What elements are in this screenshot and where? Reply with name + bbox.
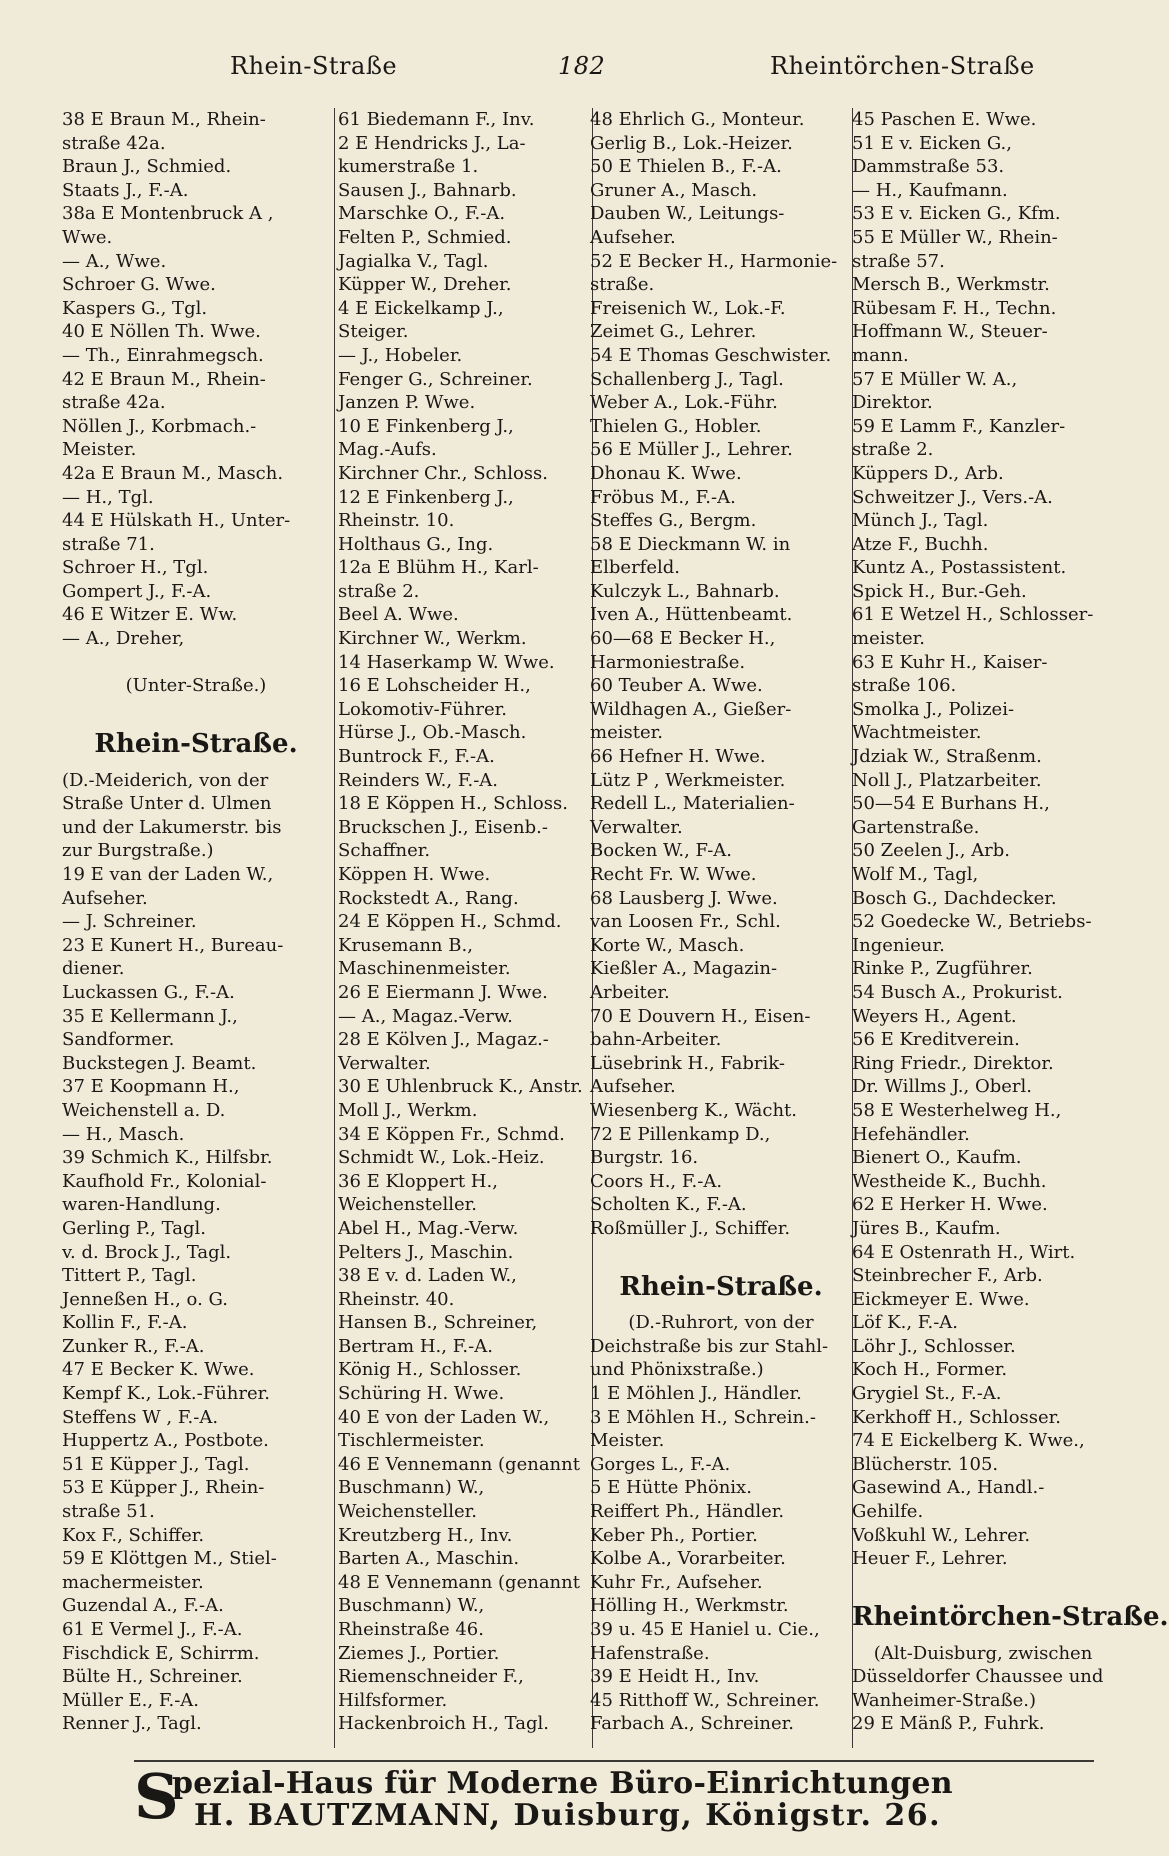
- directory-line: Gehilfe.: [852, 1501, 924, 1523]
- directory-line: Wwe.: [62, 226, 113, 248]
- directory-line: Lüsebrink H., Fabrik-: [590, 1052, 785, 1074]
- directory-line: straße 71.: [62, 533, 155, 555]
- directory-line: (Unter-Straße.): [125, 675, 267, 697]
- directory-line: Aufseher.: [590, 1076, 676, 1098]
- directory-line: Hafenstraße.: [590, 1642, 710, 1664]
- directory-line: (D.-Ruhrort, von der: [628, 1312, 814, 1334]
- directory-line: [852, 1571, 1114, 1595]
- directory-line: Scholten K., F.-A.: [590, 1194, 747, 1216]
- directory-line: Luckassen G., F.-A.: [62, 981, 235, 1003]
- directory-line: Hoffmann W., Steuer-: [852, 321, 1048, 343]
- directory-line: Hürse J., Ob.-Masch.: [338, 722, 527, 744]
- directory-line: Küpper W., Dreher.: [338, 274, 512, 296]
- directory-line: — A., Wwe.: [62, 250, 167, 272]
- directory-line: straße 2.: [338, 580, 420, 602]
- directory-line: Kießler A., Magazin-: [590, 958, 778, 980]
- directory-line: Burgstr. 16.: [590, 1147, 699, 1169]
- directory-line: Maschinenmeister.: [338, 958, 511, 980]
- directory-line: — J. Schreiner.: [62, 911, 197, 933]
- directory-line: Kaspers G., Tgl.: [62, 297, 208, 319]
- directory-line: Deichstraße bis zur Stahl-: [590, 1335, 829, 1357]
- ad-line-1: pezial-Haus für Moderne Büro-Einrichtungen: [172, 1766, 953, 1801]
- directory-line: Voßkuhl W., Lehrer.: [852, 1524, 1031, 1546]
- directory-line: Weyers H., Agent.: [852, 1005, 1017, 1027]
- page-number: 182: [558, 52, 606, 80]
- directory-line: Pelters J., Maschin.: [338, 1241, 514, 1263]
- directory-line: 61 E Vermel J., F.-A.: [62, 1619, 243, 1640]
- running-header: [230, 52, 1035, 92]
- directory-line: 38 E v. d. Laden W.,: [338, 1265, 517, 1287]
- directory-line: Riemenschneider F.,: [338, 1666, 524, 1688]
- directory-line: Huppertz A., Postbote.: [62, 1430, 269, 1452]
- column-4: [852, 108, 1169, 1748]
- directory-line: 29 E Mänß P., Fuhrk.: [852, 1713, 1045, 1735]
- directory-line: Kirchner W., Werkm.: [338, 628, 527, 650]
- directory-line: 42a E Braun M., Masch.: [62, 462, 284, 484]
- directory-line: Freisenich W., Lok.-F.: [590, 297, 786, 319]
- directory-line: Bienert O., Kaufm.: [852, 1147, 1022, 1169]
- directory-line: Coors H., F.-A.: [590, 1170, 723, 1192]
- directory-line: [590, 1241, 852, 1265]
- directory-line: Wolf M., Tagl,: [852, 864, 979, 885]
- section-heading: Rhein-Straße.: [94, 729, 298, 760]
- directory-line: mann.: [852, 344, 909, 366]
- directory-line: 45 Paschen E. Wwe.: [852, 109, 1037, 130]
- directory-line: Wiesenberg K., Wächt.: [590, 1099, 798, 1121]
- directory-line: Korte W., Masch.: [590, 934, 745, 956]
- directory-line: 12 E Finkenberg J.,: [338, 486, 514, 508]
- directory-line: Kuntz A., Postassistent.: [852, 557, 1067, 579]
- directory-line: [62, 698, 330, 722]
- directory-line: Hackenbroich H., Tagl.: [338, 1713, 549, 1735]
- directory-line: Kaufhold Fr., Kolonial-: [62, 1170, 267, 1192]
- directory-line: Rheinstraße 46.: [338, 1619, 484, 1640]
- directory-line: Steffens W , F.-A.: [62, 1406, 219, 1428]
- directory-line: Weber A., Lok.-Führ.: [590, 392, 778, 414]
- directory-line: 46 E Vennemann (genannt: [338, 1453, 580, 1475]
- directory-line: Dauben W., Leitungs-: [590, 203, 785, 225]
- directory-line: 1 E Möhlen J., Händler.: [590, 1383, 802, 1405]
- directory-line: 48 Ehrlich G., Monteur.: [590, 109, 805, 130]
- directory-line: 50—54 E Burhans H.,: [852, 793, 1050, 815]
- directory-line: 34 E Köppen Fr., Schmd.: [338, 1123, 565, 1145]
- directory-line: 5 E Hütte Phönix.: [590, 1477, 752, 1499]
- directory-line: 14 Haserkamp W. Wwe.: [338, 651, 555, 673]
- directory-line: Aufseher.: [62, 887, 148, 909]
- directory-line: Staats J., F.-A.: [62, 179, 189, 201]
- directory-line: straße 51.: [62, 1501, 155, 1523]
- directory-line: Meister.: [62, 439, 137, 461]
- directory-line: Verwalter.: [590, 816, 683, 838]
- directory-line: Heuer F., Lehrer.: [852, 1548, 1008, 1570]
- directory-line: Westheide K., Buchh.: [852, 1170, 1047, 1192]
- directory-line: Noll J., Platzarbeiter.: [852, 769, 1042, 791]
- directory-line: — H., Kaufmann.: [852, 179, 1008, 201]
- directory-line: 53 E Küpper J., Rhein-: [62, 1477, 265, 1499]
- directory-line: Smolka J., Polizei-: [852, 698, 1015, 720]
- directory-line: Krusemann B.,: [338, 934, 473, 956]
- directory-line: Ring Friedr., Direktor.: [852, 1052, 1054, 1074]
- directory-line: (Alt-Duisburg, zwischen: [873, 1642, 1093, 1664]
- directory-line: Schweitzer J., Vers.-A.: [852, 486, 1053, 508]
- directory-line: 51 E Küpper J., Tagl.: [62, 1453, 250, 1475]
- directory-line: 39 u. 45 E Haniel u. Cie.,: [590, 1619, 820, 1640]
- directory-line: Meister.: [590, 1430, 665, 1452]
- directory-line: — J., Hobeler.: [338, 344, 463, 366]
- directory-line: 44 E Hülskath H., Unter-: [62, 510, 291, 532]
- directory-line: Steiger.: [338, 321, 409, 343]
- directory-line: 60 Teuber A. Wwe.: [590, 675, 763, 697]
- directory-line: 61 E Wetzel H., Schlosser-: [852, 604, 1094, 626]
- directory-line: zur Burgstraße.): [62, 840, 214, 862]
- directory-line: 47 E Becker K. Wwe.: [62, 1359, 255, 1381]
- directory-line: — Th., Einrahmegsch.: [62, 344, 264, 366]
- directory-line: Sausen J., Bahnarb.: [338, 179, 517, 201]
- directory-line: Eickmeyer E. Wwe.: [852, 1288, 1030, 1310]
- directory-line: Schallenberg J., Tagl.: [590, 368, 784, 390]
- directory-line: Schaffner.: [338, 840, 431, 862]
- directory-line: Farbach A., Schreiner.: [590, 1713, 795, 1735]
- directory-line: 38 E Braun M., Rhein-: [62, 109, 266, 130]
- directory-line: 18 E Köppen H., Schloss.: [338, 793, 568, 815]
- directory-line: Beel A. Wwe.: [338, 604, 459, 626]
- directory-line: Aufseher.: [590, 226, 676, 248]
- directory-line: Jenneßen H., o. G.: [62, 1288, 228, 1310]
- directory-line: Bülte H., Schreiner.: [62, 1666, 243, 1688]
- directory-line: Gerling P., Tagl.: [62, 1217, 206, 1239]
- directory-line: Marschke O., F.-A.: [338, 203, 506, 225]
- directory-line: Wanheimer-Straße.): [852, 1689, 1036, 1711]
- directory-line: — A., Dreher,: [62, 628, 185, 650]
- directory-line: van Loosen Fr., Schl.: [590, 911, 781, 933]
- directory-line: Kempf K., Lok.-Führer.: [62, 1383, 270, 1405]
- directory-line: Gasewind A., Handl.-: [852, 1477, 1045, 1499]
- directory-line: 19 E van der Laden W.,: [62, 864, 274, 885]
- directory-line: straße 57.: [852, 250, 945, 272]
- directory-line: — A., Magaz.-Verw.: [338, 1005, 513, 1027]
- header-left-street: Rhein-Straße: [230, 52, 398, 80]
- directory-line: Barten A., Maschin.: [338, 1548, 520, 1570]
- directory-line: 24 E Köppen H., Schmd.: [338, 911, 562, 933]
- directory-line: kumerstraße 1.: [338, 156, 479, 178]
- directory-line: Moll J., Werkm.: [338, 1099, 478, 1121]
- directory-line: Rheinstr. 10.: [338, 510, 455, 532]
- directory-line: 52 Goedecke W., Betriebs-: [852, 911, 1092, 933]
- directory-line: Recht Fr. W. Wwe.: [590, 864, 757, 885]
- directory-line: Keber Ph., Portier.: [590, 1524, 758, 1546]
- directory-line: 46 E Witzer E. Ww.: [62, 604, 238, 626]
- directory-line: 58 E Westerhelweg H.,: [852, 1099, 1062, 1121]
- directory-line: Bruckschen J., Eisenb.-: [338, 816, 548, 838]
- directory-line: König H., Schlosser.: [338, 1359, 522, 1381]
- directory-line: Rockstedt A., Rang.: [338, 887, 519, 909]
- directory-line: Buntrock F., F.-A.: [338, 746, 495, 768]
- directory-line: 50 E Thielen B., F.-A.: [590, 156, 782, 178]
- directory-line: Düsseldorfer Chaussee und: [852, 1666, 1104, 1688]
- directory-line: 28 E Kölven J., Magaz.-: [338, 1029, 549, 1051]
- column-divider: [334, 108, 335, 1748]
- directory-line: straße 2.: [852, 439, 934, 461]
- directory-line: 48 E Vennemann (genannt: [338, 1571, 580, 1593]
- directory-line: 40 E von der Laden W.,: [338, 1406, 550, 1428]
- directory-line: straße 42a.: [62, 392, 166, 414]
- directory-line: Renner J., Tagl.: [62, 1713, 202, 1735]
- directory-line: Holthaus G., Ing.: [338, 533, 494, 555]
- directory-line: Kulczyk L., Bahnarb.: [590, 580, 780, 602]
- directory-line: Küppers D., Arb.: [852, 462, 1004, 484]
- directory-line: 66 Hefner H. Wwe.: [590, 746, 766, 768]
- directory-line: 42 E Braun M., Rhein-: [62, 368, 266, 390]
- directory-line: bahn-Arbeiter.: [590, 1029, 722, 1051]
- directory-line: 45 Ritthoff W., Schreiner.: [590, 1689, 820, 1711]
- directory-line: 59 E Klöttgen M., Stiel-: [62, 1548, 277, 1570]
- directory-line: 52 E Becker H., Harmonie-: [590, 250, 838, 272]
- directory-line: 4 E Eickelkamp J.,: [338, 297, 504, 319]
- advertisement-footer: [134, 1760, 1094, 1833]
- directory-line: Nöllen J., Korbmach.-: [62, 415, 257, 437]
- directory-line: 60—68 E Becker H.,: [590, 628, 776, 650]
- directory-line: Kerkhoff H., Schlosser.: [852, 1406, 1062, 1428]
- directory-line: Arbeiter.: [590, 981, 670, 1003]
- column-3: [590, 108, 852, 1748]
- directory-line: machermeister.: [62, 1571, 204, 1593]
- directory-line: 62 E Herker H. Wwe.: [852, 1194, 1048, 1216]
- directory-line: Steffes G., Bergm.: [590, 510, 757, 532]
- directory-line: Atze F., Buchh.: [852, 533, 989, 555]
- directory-line: Weichenstell a. D.: [62, 1099, 226, 1121]
- directory-line: (D.-Meiderich, von der: [62, 769, 269, 791]
- directory-line: 35 E Kellermann J.,: [62, 1005, 238, 1027]
- directory-line: 39 E Heidt H., Inv.: [590, 1666, 760, 1688]
- directory-line: 51 E v. Eicken G.,: [852, 132, 1012, 154]
- directory-line: meister.: [590, 722, 663, 744]
- directory-line: Zeimet G., Lehrer.: [590, 321, 757, 343]
- directory-line: 72 E Pillenkamp D.,: [590, 1123, 771, 1145]
- directory-line: Guzendal A., F.-A.: [62, 1595, 224, 1617]
- directory-line: Gompert J., F.-A.: [62, 580, 212, 602]
- directory-line: Wachtmeister.: [852, 722, 982, 744]
- directory-line: 26 E Eiermann J. Wwe.: [338, 981, 548, 1003]
- directory-line: 10 E Finkenberg J.,: [338, 415, 514, 437]
- directory-line: Fischdick E, Schirrm.: [62, 1642, 260, 1664]
- directory-line: Kreutzberg H., Inv.: [338, 1524, 513, 1546]
- directory-line: Rübesam F. H., Techn.: [852, 297, 1057, 319]
- directory-line: Ingenieur.: [852, 934, 945, 956]
- directory-line: Gruner A., Masch.: [590, 179, 758, 201]
- directory-line: Straße Unter d. Ulmen: [62, 793, 272, 815]
- directory-line: 12a E Blühm H., Karl-: [338, 557, 539, 579]
- directory-line: 2 E Hendricks J., La-: [338, 132, 526, 154]
- directory-line: Hölling H., Werkmstr.: [590, 1595, 789, 1617]
- directory-line: 40 E Nöllen Th. Wwe.: [62, 321, 261, 343]
- directory-line: Reinders W., F.-A.: [338, 769, 499, 791]
- directory-line: Roßmüller J., Schiffer.: [590, 1217, 791, 1239]
- directory-line: Zunker R., F.-A.: [62, 1335, 205, 1357]
- directory-line: Sandformer.: [62, 1029, 175, 1051]
- directory-line: Jagialka V., Tagl.: [338, 250, 489, 272]
- directory-line: Tischlermeister.: [338, 1430, 485, 1452]
- directory-line: 54 E Thomas Geschwister.: [590, 344, 832, 366]
- directory-line: Hefehändler.: [852, 1123, 970, 1145]
- directory-line: Kuhr Fr., Aufseher.: [590, 1571, 763, 1593]
- directory-line: Buschmann) W.,: [338, 1595, 485, 1617]
- directory-line: 61 Biedemann F., Inv.: [338, 109, 535, 130]
- directory-line: Ziemes J., Portier.: [338, 1642, 500, 1664]
- directory-line: Weichensteller.: [338, 1194, 477, 1216]
- directory-line: Bosch G., Dachdecker.: [852, 887, 1057, 909]
- directory-line: Gorges L., F.-A.: [590, 1453, 731, 1475]
- directory-line: Bocken W., F-A.: [590, 840, 733, 862]
- directory-line: Schmidt W., Lok.-Heiz.: [338, 1147, 545, 1169]
- directory-line: Kolbe A., Vorarbeiter.: [590, 1548, 786, 1570]
- directory-line: Tittert P., Tagl.: [62, 1265, 197, 1287]
- column-2: [338, 108, 590, 1748]
- header-right-street: Rheintörchen-Straße: [770, 52, 1035, 80]
- directory-line: Müller E., F.-A.: [62, 1689, 200, 1711]
- directory-line: Kirchner Chr., Schloss.: [338, 462, 549, 484]
- directory-line: Hansen B., Schreiner,: [338, 1312, 538, 1334]
- directory-line: Fröbus M., F.-A.: [590, 486, 736, 508]
- directory-line: Mersch B., Werkmstr.: [852, 274, 1050, 296]
- directory-line: — H., Tgl.: [62, 486, 154, 508]
- directory-line: Lütz P , Werkmeister.: [590, 769, 786, 791]
- directory-line: Weichensteller.: [338, 1501, 477, 1523]
- directory-line: 74 E Eickelberg K. Wwe.,: [852, 1430, 1085, 1452]
- directory-line: 64 E Ostenrath H., Wirt.: [852, 1241, 1076, 1263]
- directory-line: Buschmann) W.,: [338, 1477, 485, 1499]
- directory-line: 59 E Lamm F., Kanzler-: [852, 415, 1066, 437]
- directory-line: waren-Handlung.: [62, 1194, 221, 1216]
- directory-line: Löhr J., Schlosser.: [852, 1335, 1016, 1357]
- directory-line: Dr. Willms J., Oberl.: [852, 1076, 1032, 1098]
- directory-line: Thielen G., Hobler.: [590, 415, 762, 437]
- directory-line: Bertram H., F.-A.: [338, 1335, 493, 1357]
- directory-line: Jdziak W., Straßenm.: [852, 746, 1042, 768]
- directory-line: und der Lakumerstr. bis: [62, 816, 282, 838]
- directory-line: straße.: [590, 274, 655, 296]
- column-1: [62, 108, 330, 1748]
- directory-line: Mag.-Aufs.: [338, 439, 437, 461]
- directory-line: 3 E Möhlen H., Schrein.-: [590, 1406, 816, 1428]
- directory-line: v. d. Brock J., Tagl.: [62, 1241, 232, 1263]
- directory-line: — H., Masch.: [62, 1123, 185, 1145]
- directory-line: 58 E Dieckmann W. in: [590, 533, 791, 555]
- directory-line: straße 106.: [852, 675, 957, 697]
- directory-line: 30 E Uhlenbruck K., Anstr.: [338, 1076, 583, 1098]
- directory-line: Kox F., Schiffer.: [62, 1524, 205, 1546]
- directory-line: [62, 651, 330, 675]
- directory-line: Kollin F., F.-A.: [62, 1312, 188, 1334]
- directory-line: Felten P., Schmied.: [338, 226, 512, 248]
- directory-line: Dammstraße 53.: [852, 156, 1005, 178]
- directory-line: 37 E Koopmann H.,: [62, 1076, 240, 1098]
- directory-line: 50 Zeelen J., Arb.: [852, 840, 1010, 862]
- directory-line: Gartenstraße.: [852, 816, 980, 838]
- directory-line: Münch J., Tagl.: [852, 510, 989, 532]
- directory-line: meister.: [852, 628, 925, 650]
- directory-line: Abel H., Mag.-Verw.: [338, 1217, 519, 1239]
- directory-line: Köppen H. Wwe.: [338, 864, 491, 885]
- directory-line: Buckstegen J. Beamt.: [62, 1052, 257, 1074]
- directory-line: Iven A., Hüttenbeamt.: [590, 604, 793, 626]
- directory-line: und Phönixstraße.): [590, 1359, 764, 1381]
- directory-line: 70 E Douvern H., Eisen-: [590, 1005, 811, 1027]
- directory-line: Lokomotiv-Führer.: [338, 698, 507, 720]
- directory-line: Elberfeld.: [590, 557, 680, 579]
- directory-line: Wildhagen A., Gießer-: [590, 698, 792, 720]
- directory-line: Reiffert Ph., Händler.: [590, 1501, 785, 1523]
- directory-line: Jüres B., Kaufm.: [852, 1217, 1001, 1239]
- directory-line: Verwalter.: [338, 1052, 431, 1074]
- directory-line: 56 E Kreditverein.: [852, 1029, 1020, 1051]
- directory-line: 23 E Kunert H., Bureau-: [62, 934, 284, 956]
- directory-line: 36 E Kloppert H.,: [338, 1170, 498, 1192]
- ad-line-2: H. BAUTZMANN, Duisburg, Königstr. 26.: [194, 1798, 942, 1833]
- directory-line: Schüring H. Wwe.: [338, 1383, 505, 1405]
- directory-line: Braun J., Schmied.: [62, 156, 232, 178]
- directory-line: 68 Lausberg J. Wwe.: [590, 887, 778, 909]
- directory-line: Schroer H., Tgl.: [62, 557, 209, 579]
- directory-line: Fenger G., Schreiner.: [338, 368, 533, 390]
- directory-line: Rinke P., Zugführer.: [852, 958, 1033, 980]
- directory-line: Schroer G. Wwe.: [62, 274, 216, 296]
- directory-line: Grygiel St., F.-A.: [852, 1383, 1002, 1405]
- directory-line: Janzen P. Wwe.: [338, 392, 476, 414]
- directory-line: Dhonau K. Wwe.: [590, 462, 742, 484]
- directory-line: diener.: [62, 958, 125, 980]
- directory-line: Blücherstr. 105.: [852, 1453, 999, 1475]
- directory-line: Gerlig B., Lok.-Heizer.: [590, 132, 793, 154]
- directory-line: Rheinstr. 40.: [338, 1288, 455, 1310]
- directory-line: Harmoniestraße.: [590, 651, 746, 673]
- directory-line: Redell L., Materialien-: [590, 793, 795, 815]
- directory-line: Direktor.: [852, 392, 933, 414]
- directory-line: 56 E Müller J., Lehrer.: [590, 439, 793, 461]
- directory-line: Hilfsformer.: [338, 1689, 448, 1711]
- directory-line: 39 Schmich K., Hilfsbr.: [62, 1147, 273, 1169]
- section-heading: Rhein-Straße.: [619, 1272, 823, 1303]
- ad-initial-letter: S: [134, 1760, 179, 1833]
- directory-line: 63 E Kuhr H., Kaiser-: [852, 651, 1048, 673]
- section-heading: Rheintörchen-Straße.: [852, 1602, 1169, 1633]
- directory-line: 57 E Müller W. A.,: [852, 368, 1018, 390]
- directory-line: straße 42a.: [62, 132, 166, 154]
- directory-line: Spick H., Bur.-Geh.: [852, 580, 1027, 602]
- directory-line: Löf K., F.-A.: [852, 1312, 958, 1334]
- directory-line: Steinbrecher F., Arb.: [852, 1265, 1043, 1287]
- directory-line: 53 E v. Eicken G., Kfm.: [852, 203, 1061, 225]
- directory-line: 55 E Müller W., Rhein-: [852, 226, 1058, 248]
- directory-line: 16 E Lohscheider H.,: [338, 675, 531, 697]
- directory-line: Koch H., Former.: [852, 1359, 1008, 1381]
- directory-line: 54 Busch A., Prokurist.: [852, 981, 1063, 1003]
- directory-line: 38a E Montenbruck A ,: [62, 203, 274, 225]
